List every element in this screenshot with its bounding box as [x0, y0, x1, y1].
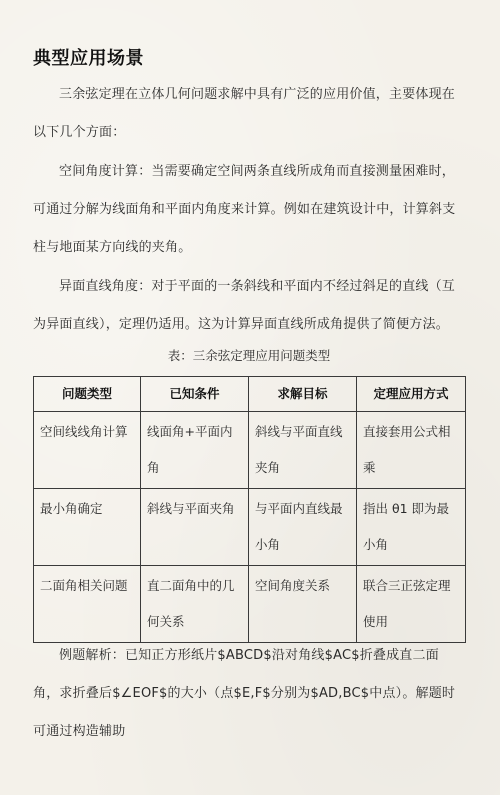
table-header-row [34, 377, 466, 412]
table-row [34, 412, 466, 489]
table-cell: 空间角度关系 [249, 566, 357, 643]
skew-line-paragraph: 异面直线角度：对于平面的一条斜线和平面内不经过斜足的直线（互为异面直线），定理仍适用。这为计算异面直线所成角提供了简便方法。 [33, 279, 456, 332]
table-cell: 最小角确定 [34, 489, 141, 566]
table-cell: 空间线线角计算 [34, 412, 141, 489]
table-cell: 与平面内直线最小角 [249, 489, 357, 566]
table-cell: 直接套用公式相乘 [357, 412, 466, 489]
application-types-table [33, 376, 466, 643]
table-cell: 斜线与平面直线夹角 [249, 412, 357, 489]
table-cell: 斜线与平面夹角 [141, 489, 249, 566]
table-caption: 表：三余弦定理应用问题类型 [167, 348, 331, 363]
table-header-cell: 定理应用方式 [357, 377, 466, 412]
example-paragraph: 例题解析：已知正方形纸片$ABCD$沿对角线$AC$折叠成直二面角，求折叠后$∠EOF$的大小（点$E,F$分别为$AD,BC$中点）。解题时可通过构造辅助 [33, 648, 456, 739]
table-header-cell: 问题类型 [34, 377, 141, 412]
table-header-cell: 求解目标 [249, 377, 357, 412]
table-cell: 直二面角中的几何关系 [141, 566, 249, 643]
table-cell: 线面角+平面内角 [141, 412, 249, 489]
section-heading: 典型应用场景 [33, 48, 144, 69]
table-cell: 指出 θ1 即为最小角 [357, 489, 466, 566]
table-row [34, 566, 466, 643]
table-cell: 联合三正弦定理使用 [357, 566, 466, 643]
table-cell: 二面角相关问题 [34, 566, 141, 643]
intro-paragraph: 三余弦定理在立体几何问题求解中具有广泛的应用价值，主要体现在以下几个方面： [33, 87, 456, 140]
space-angle-paragraph: 空间角度计算：当需要确定空间两条直线所成角而直接测量困难时，可通过分解为线面角和平面内角度来计算。例如在建筑设计中，计算斜支柱与地面某方向线的夹角。 [33, 164, 456, 255]
table-header-cell: 已知条件 [141, 377, 249, 412]
table-row [34, 489, 466, 566]
